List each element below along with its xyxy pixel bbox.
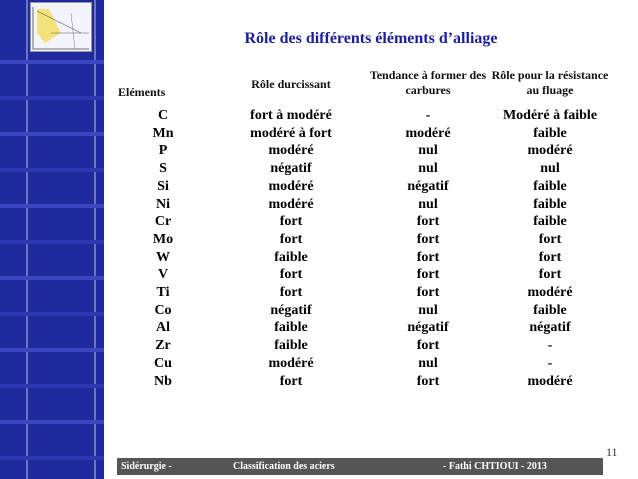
header-elements: Eléments — [118, 85, 166, 99]
carbures-cell: nul — [418, 161, 438, 177]
element-cell: Nb — [154, 373, 172, 389]
table-row — [0, 161, 638, 178]
header-durcissant: Rôle durcissant — [251, 77, 331, 91]
element-cell: Ti — [156, 285, 170, 300]
table-row — [0, 303, 638, 320]
carbures-cell: nul — [418, 196, 438, 212]
carbures-cell: fort — [416, 267, 440, 283]
durcissant-cell: faible — [274, 338, 308, 354]
table-row — [0, 197, 638, 214]
element-cell: Cu — [154, 355, 172, 371]
durcissant-cell: fort — [279, 214, 303, 230]
carbures-cell: fort — [416, 338, 440, 354]
durcissant-cell: modéré — [268, 355, 314, 371]
footer-middle: Classification des aciers — [233, 461, 335, 472]
durcissant-cell: modéré — [268, 178, 314, 194]
durcissant-cell: fort — [279, 285, 303, 300]
durcissant-cell: faible — [274, 320, 308, 336]
carbures-cell: - — [425, 108, 431, 123]
fluage-cell: - — [547, 338, 553, 354]
footer-bar — [117, 458, 603, 475]
durcissant-cell: négatif — [270, 161, 312, 177]
element-cell: P — [158, 143, 168, 159]
table-row — [0, 250, 638, 267]
element-cell: S — [159, 161, 167, 177]
header-carbures: Tendance à former des carbures — [369, 68, 487, 97]
fluage-cell: fort — [538, 231, 562, 247]
element-cell: Mo — [152, 231, 174, 247]
element-cell: C — [157, 108, 169, 123]
header-fluage: Rôle pour la résistance au fluage — [491, 68, 609, 97]
carbures-cell: fort — [416, 373, 440, 389]
element-cell: W — [156, 249, 170, 265]
phase-diagram-thumbnail — [30, 2, 92, 52]
carbures-cell: fort — [416, 214, 440, 230]
fluage-cell: - — [547, 355, 553, 371]
durcissant-cell: fort — [279, 231, 303, 247]
carbures-cell: nul — [418, 302, 438, 318]
durcissant-cell: modéré à fort — [250, 125, 332, 141]
carbures-cell: négatif — [407, 320, 449, 336]
footer-right: - Fathi CHTIOUI - 2013 — [443, 461, 547, 472]
table-row — [0, 143, 638, 160]
table-row — [0, 374, 638, 391]
element-cell: Mn — [152, 125, 174, 141]
table-row — [0, 356, 638, 373]
durcissant-cell: modéré — [268, 196, 314, 212]
carbures-cell: fort — [416, 231, 440, 247]
fluage-cell: faible — [533, 125, 567, 141]
fluage-cell: fort — [538, 249, 562, 265]
element-cell: V — [157, 267, 169, 283]
element-cell: Si — [157, 178, 169, 194]
element-cell: Co — [154, 302, 172, 318]
durcissant-cell: négatif — [270, 302, 312, 318]
carbures-cell: modéré — [405, 125, 451, 141]
durcissant-cell: fort — [279, 373, 303, 389]
fluage-cell: négatif — [529, 320, 571, 336]
table-row — [0, 285, 638, 302]
fluage-cell: faible — [533, 302, 567, 318]
fluage-cell: nul — [540, 161, 560, 177]
table-row — [0, 214, 638, 231]
element-cell: Al — [156, 320, 170, 336]
fluage-cell: modéré — [527, 143, 573, 159]
carbures-cell: fort — [416, 285, 440, 300]
carbures-cell: nul — [418, 143, 438, 159]
fluage-cell: modéré — [527, 373, 573, 389]
fluage-cell: Modéré à faible — [502, 108, 598, 123]
durcissant-cell: modéré — [268, 143, 314, 159]
slide-title: Rôle des différents éléments d’alliage — [244, 30, 498, 47]
page-number: 11 — [606, 445, 618, 459]
table-row — [0, 179, 638, 196]
table-row — [0, 267, 638, 284]
carbures-cell: fort — [416, 249, 440, 265]
element-cell: Cr — [154, 214, 172, 230]
table-row — [0, 108, 638, 125]
fluage-cell: faible — [533, 214, 567, 230]
element-cell: Zr — [155, 338, 171, 354]
carbures-cell: négatif — [407, 178, 449, 194]
durcissant-cell: fort à modéré — [250, 108, 332, 123]
table-row — [0, 320, 638, 337]
table-row — [0, 338, 638, 355]
table-row — [0, 232, 638, 249]
fluage-cell: faible — [533, 178, 567, 194]
carbures-cell: nul — [418, 355, 438, 371]
fluage-cell: faible — [533, 196, 567, 212]
durcissant-cell: fort — [279, 267, 303, 283]
table-row — [0, 126, 638, 143]
element-cell: Ni — [156, 196, 170, 212]
fluage-cell: modéré — [527, 285, 573, 300]
footer-left: Sidérurgie - — [121, 461, 172, 472]
fluage-cell: fort — [538, 267, 562, 283]
durcissant-cell: faible — [274, 249, 308, 265]
